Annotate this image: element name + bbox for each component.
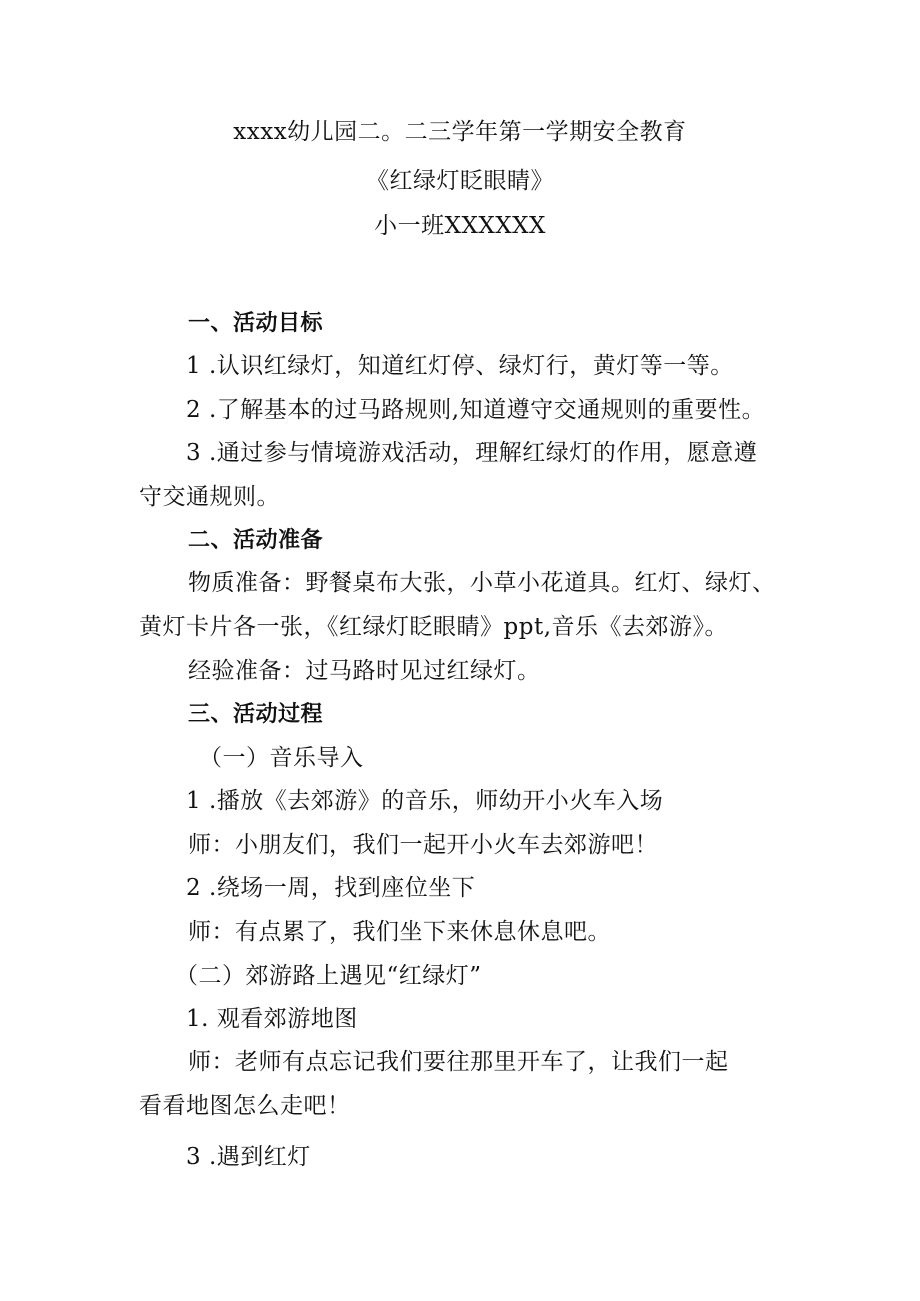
- material-preparation-continued: 黄灯卡片各一张，《红绿灯眨眼睛》ppt,音乐《去郊游》。: [139, 614, 728, 640]
- class-info: 小一班XXXXXX: [374, 213, 546, 239]
- process-step-1: 1 .播放《去郊游》的音乐，师幼开小火车入场: [186, 788, 664, 814]
- section-heading-goals: 一、活动目标: [188, 311, 324, 336]
- document-title: xxxx幼儿园二。二三学年第一学期安全教育: [233, 119, 687, 145]
- goal-item-3: 3 .通过参与情境游戏活动，理解红绿灯的作用，愿意遵: [186, 440, 758, 466]
- subsection-music-intro: （一）音乐导入: [199, 745, 364, 771]
- process-step-red-light: 3 .遇到红灯: [186, 1144, 311, 1170]
- process-step-map: 1. 观看郊游地图: [186, 1006, 358, 1032]
- process-step-2: 2 .绕场一周，找到座位坐下: [186, 875, 476, 901]
- teacher-line-1: 师：小朋友们，我们一起开小火车去郊游吧！: [188, 832, 658, 858]
- goal-item-3-continued: 守交通规则。: [139, 484, 280, 510]
- material-preparation: 物质准备：野餐桌布大张，小草小花道具。红灯、绿灯、: [188, 570, 776, 596]
- lesson-title: 《红绿灯眨眼睛》: [366, 168, 554, 194]
- subsection-traffic-light: （二）郊游路上遇见“红绿灯”: [175, 963, 482, 989]
- experience-preparation: 经验准备：过马路时见过红绿灯。: [188, 658, 541, 684]
- section-heading-preparation: 二、活动准备: [188, 528, 324, 553]
- goal-item-2: 2 .了解基本的过马路规则,知道遵守交通规则的重要性。: [186, 397, 766, 423]
- teacher-line-3-continued: 看看地图怎么走吧！: [139, 1093, 351, 1119]
- teacher-line-2: 师：有点累了，我们坐下来休息休息吧。: [188, 919, 611, 945]
- goal-item-1: 1 .认识红绿灯，知道红灯停、绿灯行，黄灯等一等。: [186, 353, 734, 379]
- teacher-line-3: 师：老师有点忘记我们要往那里开车了，让我们一起: [188, 1049, 729, 1075]
- section-heading-process: 三、活动过程: [188, 702, 324, 727]
